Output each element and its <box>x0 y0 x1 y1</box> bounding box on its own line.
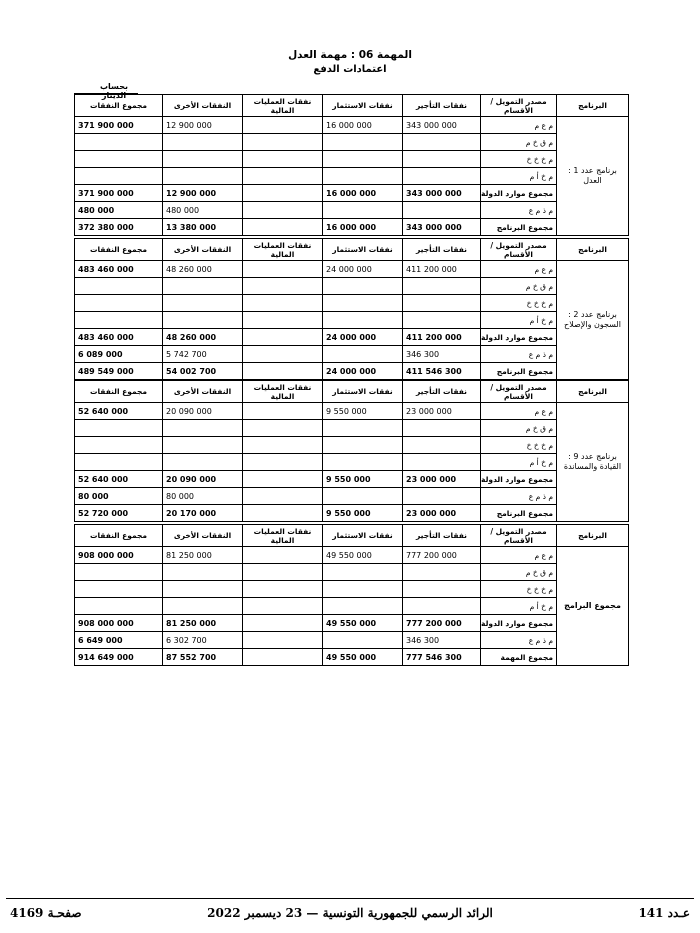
funding-source: م ع م <box>481 117 557 134</box>
amount-cell <box>243 649 323 666</box>
amount-cell <box>75 454 163 471</box>
footer-journal-title: الرائد الرسمي للجمهورية التونسية — 23 ديسمبر 2022 <box>207 906 493 920</box>
column-header <box>557 95 629 117</box>
amount-cell: 12 900 000 <box>163 117 243 134</box>
funding-source: م ق خ م <box>481 134 557 151</box>
amount-cell: 908 000 000 <box>75 615 163 632</box>
column-header-label: نفقات العمليات المالية <box>253 526 312 545</box>
amount-cell <box>243 117 323 134</box>
amount-cell: 13 380 000 <box>163 219 243 236</box>
footer-issue-number: عـدد 141 <box>638 906 690 920</box>
amount-cell <box>243 185 323 202</box>
amount-cell <box>403 134 481 151</box>
column-header <box>403 95 481 117</box>
table-row <box>75 547 629 564</box>
amount-cell <box>163 581 243 598</box>
amount-cell <box>75 151 163 168</box>
column-header <box>163 239 243 261</box>
amount-cell: 24 000 000 <box>323 261 403 278</box>
amount-cell: 5 742 700 <box>163 346 243 363</box>
amount-cell <box>323 454 403 471</box>
amount-cell: 52 640 000 <box>75 403 163 420</box>
amount-cell <box>243 420 323 437</box>
table-subtitle: اعتمادات الدفع <box>313 64 387 75</box>
funding-source: مجموع موارد الدولة <box>481 329 557 346</box>
amount-cell <box>403 564 481 581</box>
funding-source: م ع م <box>481 261 557 278</box>
funding-source: م ذ م ع <box>481 488 557 505</box>
column-header <box>243 95 323 117</box>
table-row <box>75 363 629 380</box>
amount-cell <box>403 151 481 168</box>
amount-cell <box>163 598 243 615</box>
amount-cell <box>243 278 323 295</box>
table-row <box>75 488 629 505</box>
column-header-label: نفقات الاستثمار <box>332 531 393 540</box>
funding-source: م ع م <box>481 403 557 420</box>
amount-cell: 6 649 000 <box>75 632 163 649</box>
amount-cell <box>243 471 323 488</box>
amount-cell: 12 900 000 <box>163 185 243 202</box>
column-header <box>75 95 163 117</box>
amount-cell <box>75 295 163 312</box>
program-name: برنامج عدد 9 : القيادة والمساندة <box>557 403 629 522</box>
column-header <box>323 95 403 117</box>
amount-cell: 777 546 300 <box>403 649 481 666</box>
amount-cell: 411 546 300 <box>403 363 481 380</box>
amount-cell: 20 090 000 <box>163 403 243 420</box>
amount-cell <box>243 363 323 380</box>
amount-cell <box>243 346 323 363</box>
budget-table <box>74 380 629 522</box>
funding-source: مجموع البرنامج <box>481 219 557 236</box>
program-name: برنامج عدد 1 : العدل <box>557 117 629 236</box>
amount-cell: 483 460 000 <box>75 261 163 278</box>
mission-title: المهمة 06 : مهمة العدل <box>288 49 412 61</box>
column-header-label: البرنامج <box>578 531 607 540</box>
column-header-label: البرنامج <box>578 245 607 254</box>
amount-cell: 16 000 000 <box>323 117 403 134</box>
table-row <box>75 261 629 278</box>
amount-cell <box>323 168 403 185</box>
column-header-label: نفقات العمليات المالية <box>253 96 312 115</box>
amount-cell: 24 000 000 <box>323 329 403 346</box>
column-header <box>323 525 403 547</box>
amount-cell: 343 000 000 <box>403 219 481 236</box>
amount-cell <box>75 168 163 185</box>
amount-cell <box>403 278 481 295</box>
funding-source: م خ خ خ <box>481 437 557 454</box>
table-row <box>75 403 629 420</box>
program-name: برنامج عدد 2 : السجون والإصلاح <box>557 261 629 380</box>
amount-cell <box>243 615 323 632</box>
amount-cell <box>323 420 403 437</box>
column-header <box>323 381 403 403</box>
column-header-label: مجموع النفقات <box>89 101 148 110</box>
amount-cell: 81 250 000 <box>163 615 243 632</box>
amount-cell: 483 460 000 <box>75 329 163 346</box>
amount-cell: 346 300 <box>403 632 481 649</box>
amount-cell: 6 302 700 <box>163 632 243 649</box>
amount-cell <box>243 202 323 219</box>
column-header <box>403 239 481 261</box>
column-header-label: النفقات الأخرى <box>173 101 232 110</box>
amount-cell <box>403 295 481 312</box>
amount-cell: 16 000 000 <box>323 185 403 202</box>
amount-cell <box>163 437 243 454</box>
amount-cell: 20 170 000 <box>163 505 243 522</box>
amount-cell <box>243 312 323 329</box>
table-row <box>75 168 629 185</box>
funding-source: م ق خ م <box>481 564 557 581</box>
column-header-label: نفقات التأجير <box>416 387 467 396</box>
column-header-label: النفقات الأخرى <box>173 387 232 396</box>
column-header-label: مصدر التمويل / الأقسام <box>490 240 547 259</box>
table-row <box>75 649 629 666</box>
amount-cell: 371 900 000 <box>75 117 163 134</box>
amount-cell: 49 550 000 <box>323 649 403 666</box>
column-header <box>243 239 323 261</box>
amount-cell: 54 002 700 <box>163 363 243 380</box>
amount-cell: 24 000 000 <box>323 363 403 380</box>
funding-source: م ذ م ع <box>481 202 557 219</box>
amount-cell <box>403 168 481 185</box>
amount-cell <box>323 134 403 151</box>
amount-cell <box>403 454 481 471</box>
amount-cell <box>243 151 323 168</box>
table-row <box>75 346 629 363</box>
amount-cell <box>163 420 243 437</box>
funding-source: مجموع المهمة <box>481 649 557 666</box>
amount-cell: 914 649 000 <box>75 649 163 666</box>
column-header <box>481 381 557 403</box>
table-row <box>75 632 629 649</box>
table-row <box>75 471 629 488</box>
amount-cell: 23 000 000 <box>403 403 481 420</box>
amount-cell <box>243 505 323 522</box>
table-row <box>75 117 629 134</box>
column-header-label: مجموع النفقات <box>89 531 148 540</box>
amount-cell <box>323 295 403 312</box>
amount-cell <box>243 168 323 185</box>
amount-cell <box>243 134 323 151</box>
table-row <box>75 564 629 581</box>
amount-cell <box>75 420 163 437</box>
amount-cell <box>75 581 163 598</box>
amount-cell <box>323 437 403 454</box>
program-name: مجموع البرامج <box>557 547 629 666</box>
funding-source: مجموع موارد الدولة <box>481 615 557 632</box>
amount-cell: 20 090 000 <box>163 471 243 488</box>
column-header <box>243 525 323 547</box>
amount-cell: 81 250 000 <box>163 547 243 564</box>
amount-cell <box>323 488 403 505</box>
funding-source: م ق خ م <box>481 420 557 437</box>
amount-cell: 49 550 000 <box>323 615 403 632</box>
amount-cell <box>243 437 323 454</box>
column-header-label: نفقات التأجير <box>416 245 467 254</box>
column-header <box>481 95 557 117</box>
amount-cell: 52 720 000 <box>75 505 163 522</box>
column-header-label: مصدر التمويل / الأقسام <box>490 526 547 545</box>
column-header-label: النفقات الأخرى <box>173 531 232 540</box>
amount-cell: 48 260 000 <box>163 261 243 278</box>
amount-cell: 48 260 000 <box>163 329 243 346</box>
funding-source: م خ خ خ <box>481 295 557 312</box>
column-header-label: مصدر التمويل / الأقسام <box>490 96 547 115</box>
column-header <box>75 525 163 547</box>
table-row <box>75 454 629 471</box>
amount-cell <box>323 346 403 363</box>
table-row <box>75 581 629 598</box>
funding-source: م ق خ م <box>481 278 557 295</box>
table-row <box>75 505 629 522</box>
budget-table <box>74 524 629 666</box>
column-header-label: نفقات الاستثمار <box>332 245 393 254</box>
column-header-label: نفقات التأجير <box>416 531 467 540</box>
table-row <box>75 219 629 236</box>
column-header <box>481 525 557 547</box>
table-row <box>75 278 629 295</box>
column-header <box>243 381 323 403</box>
amount-cell: 23 000 000 <box>403 505 481 522</box>
amount-cell: 6 089 000 <box>75 346 163 363</box>
amount-cell <box>243 454 323 471</box>
funding-source: م خ أ م <box>481 168 557 185</box>
column-header <box>481 239 557 261</box>
table-header-row <box>75 95 629 117</box>
amount-cell <box>163 278 243 295</box>
amount-cell <box>323 278 403 295</box>
funding-source: مجموع موارد الدولة <box>481 185 557 202</box>
amount-cell: 411 200 000 <box>403 329 481 346</box>
column-header-label: البرنامج <box>578 101 607 110</box>
table-row <box>75 151 629 168</box>
funding-source: مجموع البرنامج <box>481 505 557 522</box>
amount-cell <box>403 437 481 454</box>
amount-cell <box>163 168 243 185</box>
unit-label: بحساب الدينار <box>100 82 128 100</box>
amount-cell: 9 550 000 <box>323 505 403 522</box>
amount-cell: 9 550 000 <box>323 471 403 488</box>
amount-cell <box>323 632 403 649</box>
funding-source: مجموع موارد الدولة <box>481 471 557 488</box>
funding-source: م خ خ خ <box>481 581 557 598</box>
column-header <box>163 95 243 117</box>
amount-cell: 372 380 000 <box>75 219 163 236</box>
amount-cell <box>323 151 403 168</box>
amount-cell <box>403 488 481 505</box>
column-header-label: نفقات العمليات المالية <box>253 240 312 259</box>
table-row <box>75 295 629 312</box>
amount-cell: 489 549 000 <box>75 363 163 380</box>
amount-cell: 16 000 000 <box>323 219 403 236</box>
column-header <box>323 239 403 261</box>
table-row <box>75 185 629 202</box>
column-header <box>163 381 243 403</box>
amount-cell: 80 000 <box>163 488 243 505</box>
amount-cell: 343 000 000 <box>403 117 481 134</box>
amount-cell <box>163 564 243 581</box>
column-header <box>163 525 243 547</box>
amount-cell <box>323 312 403 329</box>
amount-cell <box>323 202 403 219</box>
column-header-label: نفقات الاستثمار <box>332 101 393 110</box>
table-row <box>75 202 629 219</box>
amount-cell <box>75 134 163 151</box>
amount-cell: 346 300 <box>403 346 481 363</box>
amount-cell <box>75 564 163 581</box>
funding-source: م خ أ م <box>481 454 557 471</box>
column-header <box>75 381 163 403</box>
amount-cell <box>163 295 243 312</box>
amount-cell: 80 000 <box>75 488 163 505</box>
column-header-label: النفقات الأخرى <box>173 245 232 254</box>
amount-cell: 777 200 000 <box>403 615 481 632</box>
table-row <box>75 329 629 346</box>
funding-source: م ع م <box>481 547 557 564</box>
column-header <box>403 525 481 547</box>
amount-cell <box>403 202 481 219</box>
funding-source: م خ أ م <box>481 312 557 329</box>
amount-cell <box>163 312 243 329</box>
amount-cell: 411 200 000 <box>403 261 481 278</box>
amount-cell <box>243 329 323 346</box>
amount-cell: 87 552 700 <box>163 649 243 666</box>
column-header-label: نفقات الاستثمار <box>332 387 393 396</box>
amount-cell <box>243 219 323 236</box>
amount-cell <box>243 632 323 649</box>
amount-cell <box>323 581 403 598</box>
funding-source: م خ أ م <box>481 598 557 615</box>
amount-cell: 480 000 <box>163 202 243 219</box>
budget-table <box>74 94 629 236</box>
table-header-row <box>75 239 629 261</box>
amount-cell <box>75 278 163 295</box>
amount-cell: 480 000 <box>75 202 163 219</box>
amount-cell: 49 550 000 <box>323 547 403 564</box>
table-header-row <box>75 381 629 403</box>
amount-cell <box>243 564 323 581</box>
funding-source: مجموع البرنامج <box>481 363 557 380</box>
column-header-label: مجموع النفقات <box>89 387 148 396</box>
column-header <box>75 239 163 261</box>
amount-cell <box>243 581 323 598</box>
amount-cell <box>163 151 243 168</box>
amount-cell <box>323 598 403 615</box>
column-header-label: مجموع النفقات <box>89 245 148 254</box>
column-header-label: البرنامج <box>578 387 607 396</box>
amount-cell: 777 200 000 <box>403 547 481 564</box>
amount-cell <box>323 564 403 581</box>
footer-divider <box>6 898 694 899</box>
table-header-row <box>75 525 629 547</box>
amount-cell <box>243 488 323 505</box>
column-header-label: نفقات التأجير <box>416 101 467 110</box>
table-row <box>75 598 629 615</box>
column-header-label: مصدر التمويل / الأقسام <box>490 382 547 401</box>
funding-source: م ذ م ع <box>481 632 557 649</box>
amount-cell <box>243 598 323 615</box>
table-row <box>75 312 629 329</box>
amount-cell: 23 000 000 <box>403 471 481 488</box>
amount-cell <box>75 598 163 615</box>
amount-cell <box>163 454 243 471</box>
amount-cell: 908 000 000 <box>75 547 163 564</box>
column-header <box>557 381 629 403</box>
funding-source: م ذ م ع <box>481 346 557 363</box>
budget-table <box>74 238 629 380</box>
amount-cell: 343 000 000 <box>403 185 481 202</box>
amount-cell: 371 900 000 <box>75 185 163 202</box>
table-row <box>75 420 629 437</box>
amount-cell <box>243 403 323 420</box>
column-header <box>557 239 629 261</box>
column-header <box>403 381 481 403</box>
amount-cell <box>75 437 163 454</box>
footer-page-number: صفحـة 4169 <box>10 906 82 920</box>
amount-cell <box>403 312 481 329</box>
table-row <box>75 437 629 454</box>
amount-cell <box>403 598 481 615</box>
amount-cell <box>403 420 481 437</box>
amount-cell <box>243 295 323 312</box>
amount-cell: 9 550 000 <box>323 403 403 420</box>
amount-cell <box>403 581 481 598</box>
table-row <box>75 615 629 632</box>
table-row <box>75 134 629 151</box>
column-header <box>557 525 629 547</box>
column-header-label: نفقات العمليات المالية <box>253 382 312 401</box>
amount-cell <box>243 547 323 564</box>
amount-cell <box>163 134 243 151</box>
amount-cell <box>75 312 163 329</box>
amount-cell <box>243 261 323 278</box>
funding-source: م خ خ خ <box>481 151 557 168</box>
amount-cell: 52 640 000 <box>75 471 163 488</box>
